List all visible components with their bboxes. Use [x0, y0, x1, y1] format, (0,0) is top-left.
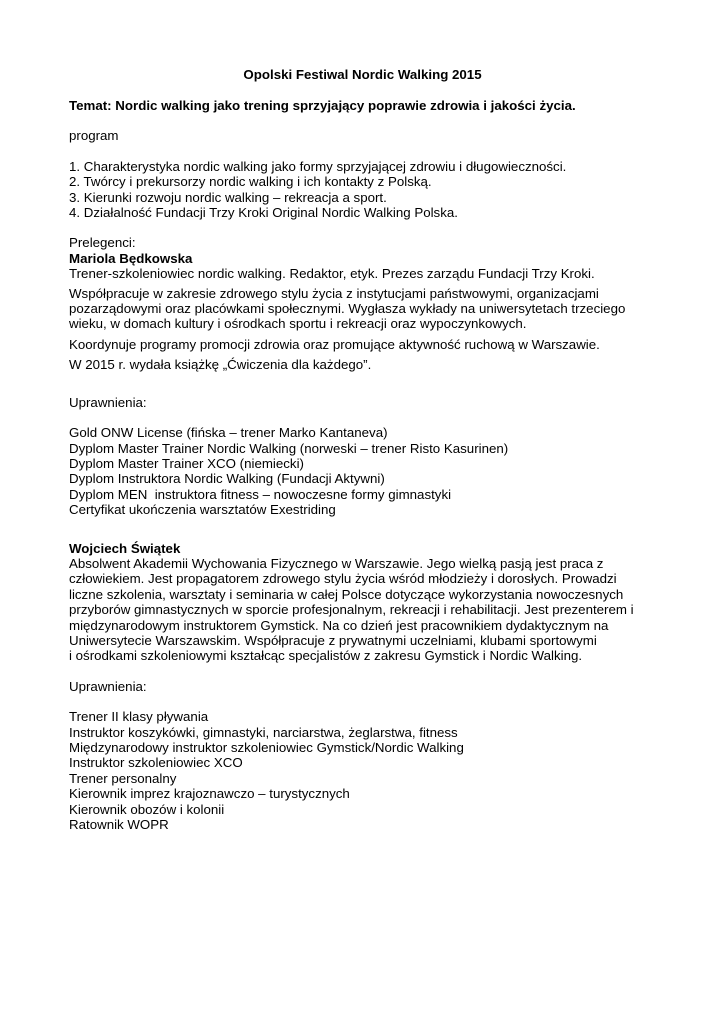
bio-line: międzynarodowym instruktorem Gymstick. Na co dzień jest pracownikiem dydaktycznym na: [69, 617, 609, 633]
qualification-item: Dyplom Master Trainer XCO (niemiecki): [69, 455, 304, 471]
program-item: 2. Twórcy i prekursorzy nordic walking i ich kontakty z Polską.: [69, 174, 432, 190]
qualification-item: Gold ONW License (fińska – trener Marko Kantaneva): [69, 425, 388, 441]
bio-line: Absolwent Akademii Wychowania Fizycznego w Warszawie. Jego wielką pasją jest praca z: [69, 555, 604, 571]
program-item: 4. Działalność Fundacji Trzy Kroki Original Nordic Walking Polska.: [69, 205, 458, 221]
topic-heading: Temat: Nordic walking jako trening sprzyjający poprawie zdrowia i jakości życia.: [69, 98, 576, 113]
qualification-item: Dyplom Instruktora Nordic Walking (Fundacji Aktywni): [69, 471, 385, 487]
bio-line: pozarządowymi oraz placówkami społecznymi. Wygłasza wykłady na uniwersytetach trzeciego: [69, 301, 626, 317]
speaker-book: W 2015 r. wydała książkę „Ćwiczenia dla każdego”.: [69, 357, 372, 373]
qualification-item: Ratownik WOPR: [69, 817, 169, 833]
speaker-coordination: Koordynuje programy promocji zdrowia oraz promujące aktywność ruchową w Warszawie.: [69, 336, 600, 352]
program-label: program: [69, 128, 119, 144]
bio-line: człowiekiem. Jest propagatorem zdrowego stylu życia wśród młodzieży i dorosłych. Prowadzi: [69, 571, 617, 587]
qualifications-list: [69, 425, 669, 517]
program-item: 3. Kierunki rozwoju nordic walking – rekreacja a sport.: [69, 189, 387, 205]
speaker-name: Wojciech Świątek: [69, 540, 181, 556]
speaker-bio: [69, 286, 669, 332]
bio-line: wieku, w domach kultury i ośrodkach sportu i rekreacji oraz wypoczynkowych.: [69, 316, 527, 332]
qualifications-label: Uprawnienia:: [69, 678, 147, 694]
qualification-item: Instruktor koszykówki, gimnastyki, narciarstwa, żeglarstwa, fitness: [69, 724, 458, 740]
qualification-item: Dyplom MEN instruktora fitness – nowoczesne formy gimnastyki: [69, 486, 452, 502]
qualification-item: Dyplom Master Trainer Nordic Walking (norweski – trener Risto Kasurinen): [69, 440, 509, 456]
program-list: [69, 159, 669, 221]
qualification-item: Trener II klasy pływania: [69, 709, 209, 725]
bio-line: Współpracuje w zakresie zdrowego stylu życia z instytucjami państwowymi, organizacjami: [69, 285, 599, 301]
qualification-item: Kierownik obozów i kolonii: [69, 801, 225, 817]
qualification-item: Trener personalny: [69, 770, 177, 786]
qualification-item: Certyfikat ukończenia warsztatów Exestriding: [69, 502, 336, 518]
qualification-item: Kierownik imprez krajoznawczo – turystycznych: [69, 786, 350, 802]
bio-line: i ośrodkami szkoleniowymi kształcąc specjalistów z zakresu Gymstick i Nordic Walking.: [69, 648, 583, 664]
speakers-label: Prelegenci:: [69, 235, 136, 251]
bio-line: przyborów gimnastycznych w sporcie profesjonalnym, rekreacji i rehabilitacji. Jest prezenterem i: [69, 602, 634, 618]
speaker-name: Mariola Będkowska: [69, 250, 193, 266]
document-title: Opolski Festiwal Nordic Walking 2015: [243, 67, 482, 82]
qualifications-list: [69, 709, 669, 832]
speaker-role: Trener-szkoleniowiec nordic walking. Redaktor, etyk. Prezes zarządu Fundacji Trzy Kroki.: [69, 266, 595, 282]
speaker-bio: [69, 556, 669, 664]
document-body: [69, 98, 669, 832]
qualification-item: Międzynarodowy instruktor szkoleniowiec Gymstick/Nordic Walking: [69, 740, 464, 755]
bio-line: liczne szkolenia, warsztaty i seminaria w całej Polsce dotyczące wykorzystania nowoczesnych: [69, 586, 624, 602]
qualification-item: Instruktor szkoleniowiec XCO: [69, 755, 243, 771]
qualifications-label: Uprawnienia:: [69, 394, 147, 410]
program-item: 1. Charakterystyka nordic walking jako formy sprzyjającej zdrowiu i długowieczności.: [69, 158, 567, 174]
bio-line: Uniwersytecie Warszawskim. Współpracuje z prywatnymi uczelniami, klubami sportowymi: [69, 632, 597, 648]
